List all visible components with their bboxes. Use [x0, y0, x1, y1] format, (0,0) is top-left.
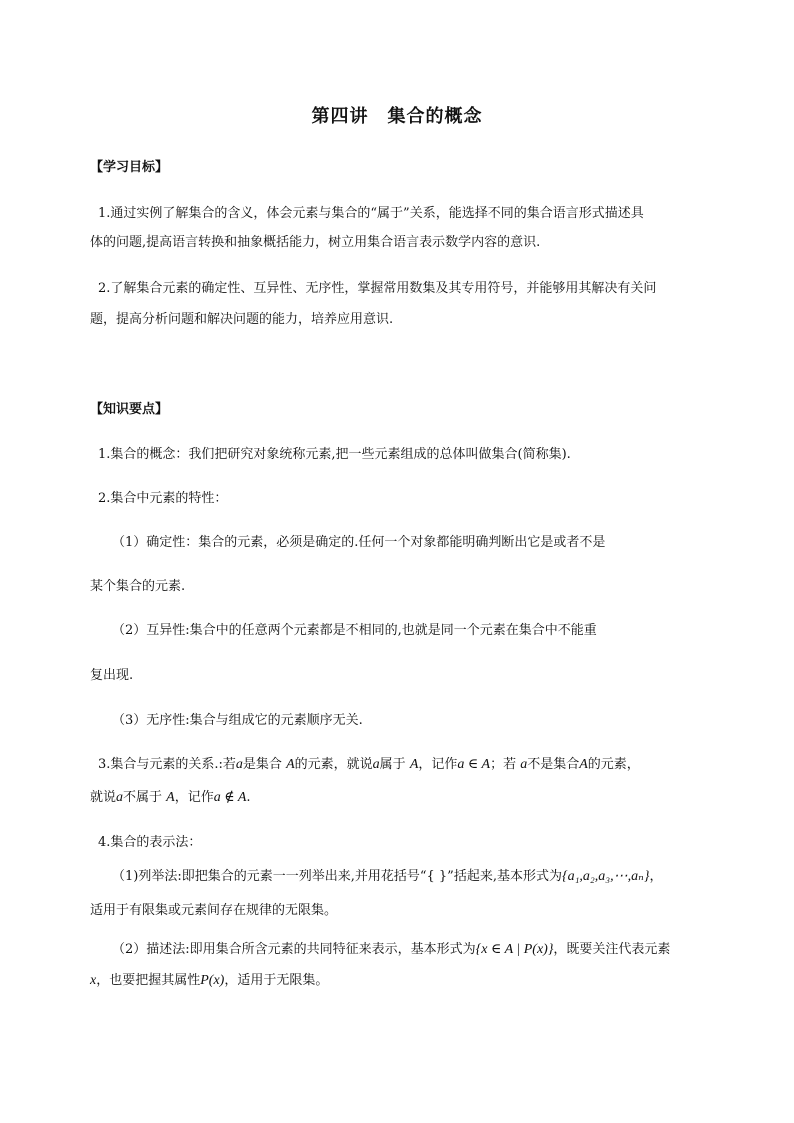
property-unordered: （3）无序性:集合与组成它的元素顺序无关.: [112, 713, 363, 728]
enumeration-method-line-2: 适用于有限集或元素间存在规律的无限集。: [90, 903, 338, 918]
page-title: 第四讲 集合的概念: [311, 106, 483, 127]
property-distinctness-line-1: （2）互异性:集合中的任意两个元素都是不相同的,也就是同一个元素在集合中不能重: [112, 623, 597, 638]
point-2-properties: 2.集合中元素的特性：: [98, 491, 228, 506]
enumeration-method-line-1: （1)列举法:即把集合的元素一一列举出来,并用花括号“{ }”括起来,基本形式为{a₁,a₂,a₃,⋯,aₙ}，: [112, 869, 663, 884]
goal-1-line-1: 1.通过实例了解集合的含义，体会元素与集合的“属于”关系，能选择不同的集合语言形式描述具: [98, 206, 644, 221]
section-heading-points: 【知识要点】: [90, 402, 169, 417]
property-determinacy-line-1: （1）确定性：集合的元素，必须是确定的.任何一个对象都能明确判断出它是或者不是: [112, 535, 606, 550]
goal-2-line-1: 2.了解集合元素的确定性、互异性、无序性，掌握常用数集及其专用符号，并能够用其解决有关问: [98, 281, 657, 296]
description-formula: {x ∈ A | P(x)}: [475, 942, 554, 957]
property-determinacy-line-2: 某个集合的元素.: [90, 579, 186, 594]
description-method-line-1: （2）描述法:即用集合所含元素的共同特征来表示，基本形式为{x ∈ A | P(x)}，既要关注代表元素: [112, 942, 671, 957]
point-1-concept: 1.集合的概念：我们把研究对象统称元素,把一些元素组成的总体叫做集合(简称集).: [98, 447, 571, 462]
goal-2-line-2: 题，提高分析问题和解决问题的能力，培养应用意识.: [90, 312, 394, 327]
section-heading-goals: 【学习目标】: [90, 160, 169, 175]
point-4-representation: 4.集合的表示法：: [98, 835, 202, 850]
goal-1-line-2: 体的问题,提高语言转换和抽象概括能力，树立用集合语言表示数学内容的意识.: [90, 235, 541, 250]
point-3-relation-line-1: 3.集合与元素的关系.:若a是集合 A的元素，就说a属于 A，记作a ∈ A；若 a不是集合A的元素，: [98, 757, 640, 772]
point-3-relation-line-2: 就说a不属于 A，记作a ∉ A.: [90, 790, 251, 805]
enumeration-formula: {a₁,a₂,a₃,⋯,aₙ}: [561, 869, 650, 884]
description-method-line-2: x，也要把握其属性P(x)，适用于无限集。: [90, 973, 329, 988]
property-distinctness-line-2: 复出现.: [90, 668, 134, 683]
